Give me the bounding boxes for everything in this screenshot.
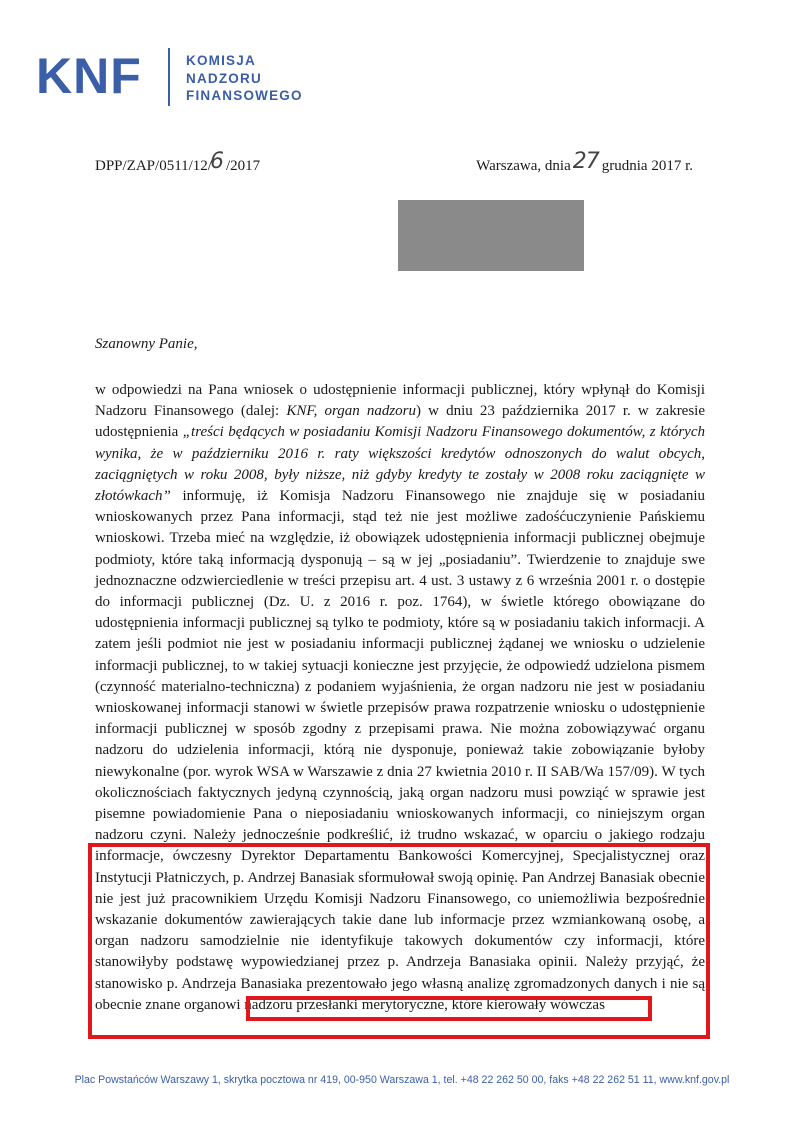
salutation: Szanowny Panie, [95, 336, 198, 352]
footer-address: Plac Powstańców Warszawy 1, skrytka pocztowa nr 419, 00-950 Warszawa 1, tel. +48 22 262 50 00, faks +48 22 262 51 11, www.knf.gov.pl [74, 1074, 730, 1086]
institution-name-line-2: NADZORU [186, 70, 262, 86]
highlight-box-phrase [246, 996, 652, 1021]
body-part-1-italic: KNF, organ nadzoru [286, 403, 417, 420]
reference-number [95, 151, 260, 176]
body-part-2-italic: „treści będących w posiadaniu Komisji Nadzoru Finansowego dokumentów, z których wynika, że w październiku 2016 r. raty większości kredytów odnoszonych do walut obcych, zaciągniętych w roku 2008, były niższe, niż gdyby kredyty te zostały w 2008 roku zaciągnięte w złotówkach” [95, 424, 705, 505]
date-prefix: Warszawa, dnia [476, 158, 571, 174]
body-part-2: ) w dniu 23 października 2017 r. w zakresie udostępnienia [95, 403, 706, 441]
institution-name-line-3: FINANSOWEGO [186, 88, 303, 103]
institution-name-line-1: KOMISJA [186, 53, 256, 68]
logo-mark: KNF [36, 48, 142, 104]
institution-name [186, 52, 303, 105]
date-suffix: grudnia 2017 r. [601, 158, 693, 174]
redacted-address-block [398, 200, 584, 271]
logo-divider [168, 48, 170, 106]
reference-prefix: DPP/ZAP/0511/12/ [95, 158, 212, 174]
date-handwritten-day: 27 [572, 149, 599, 174]
date-line [476, 151, 693, 176]
body-part-1: w odpowiedzi na Pana wniosek o udostępnienie informacji publicznej, który wpłynął do Komisji Nadzoru Finansowego (dalej: [95, 382, 705, 420]
reference-suffix: /2017 [225, 158, 261, 174]
body-part-3: informuję, iż Komisja Nadzoru Finansowego nie znajduje się w posiadaniu wnioskowanych przez Pana informacji, stąd też nie jest możliwe zadośćuczynienie Pańskiemu wnioskowi. Trzeba mieć na względzie, iż obowiązek udostępnienia informacji publicznej obejmuje podmioty, które taką informacją dysponują – są w jej „posiadaniu”. Twierdzenie to znajduje swe jednoznaczne odzwierciedlenie w treści przepisu art. 4 ust. 3 ustawy z 6 września 2001 r. o dostępie do informacji publicznej (Dz. U. z 2016 r. poz. 1764), w świetle którego obowiązane do udostępnienia informacji publicznej są tylko te podmioty, które są w posiadaniu takich informacji. A zatem jeśli podmiot nie jest w posiadaniu informacji publicznej żądanej we wniosku o udzielenie informacji publicznej, to w takiej sytuacji konieczne jest przyjęcie, że odpowiedź udzielona pismem (czynność materialno-techniczna) z podaniem wyjaśnienia, że organ nadzoru nie jest w posiadaniu wnioskowanej informacji stanowi w świetle przepisów prawa rozpatrzenie wniosku o udostępnienie informacji publicznej w sposób zgodny z przepisami prawa. Nie można zobowiązywać organu nadzoru do udzielenia informacji, którą nie dysponuje, ponieważ takie zobowiązanie byłoby niewykonalne (por. wyrok WSA w Warszawie z dnia 27 kwietnia 2010 r. II SAB/Wa 157/09). W tych okolicznościach faktycznych jedyną czynnością, jaką organ nadzoru musi powziąć w sprawie jest pisemne powiadomienie Pana o nieposiadaniu wnioskowanych informacji, co niniejszym organ nadzoru czyni. Należy jednocześnie podkreślić, iż trudno wskazać, w oparciu o jakiego rodzaju informacje, ówczesny Dyrektor Departamentu Bankowości Komercyjnej, Specjalistycznej oraz Instytucji Płatniczych, p. Andrzej Banasiak sformułował swoją opinię. Pan Andrzej Banasiak obecnie nie jest już pracownikiem Urzędu Komisji Nadzoru Finansowego, co uniemożliwia bezpośrednie wskazanie dokumentów zawierających takie dane lub informacje przez wzmiankowaną osobę, a organ nadzoru samodzielnie nie identyfikuje takowych dokumentów czy informacji, które stanowiłyby podstawę wypowiedzianej przez p. Andrzeja Banasiaka opinii. Należy przyjąć, że stanowisko p. Andrzeja Banasiaka prezentowało jego własną analizę zgromadzonych danych i nie są obecnie znane organowi nadzoru przesłanki merytoryczne, które kierowały wówczas [95, 488, 705, 1013]
reference-handwritten: 6 [209, 149, 224, 174]
